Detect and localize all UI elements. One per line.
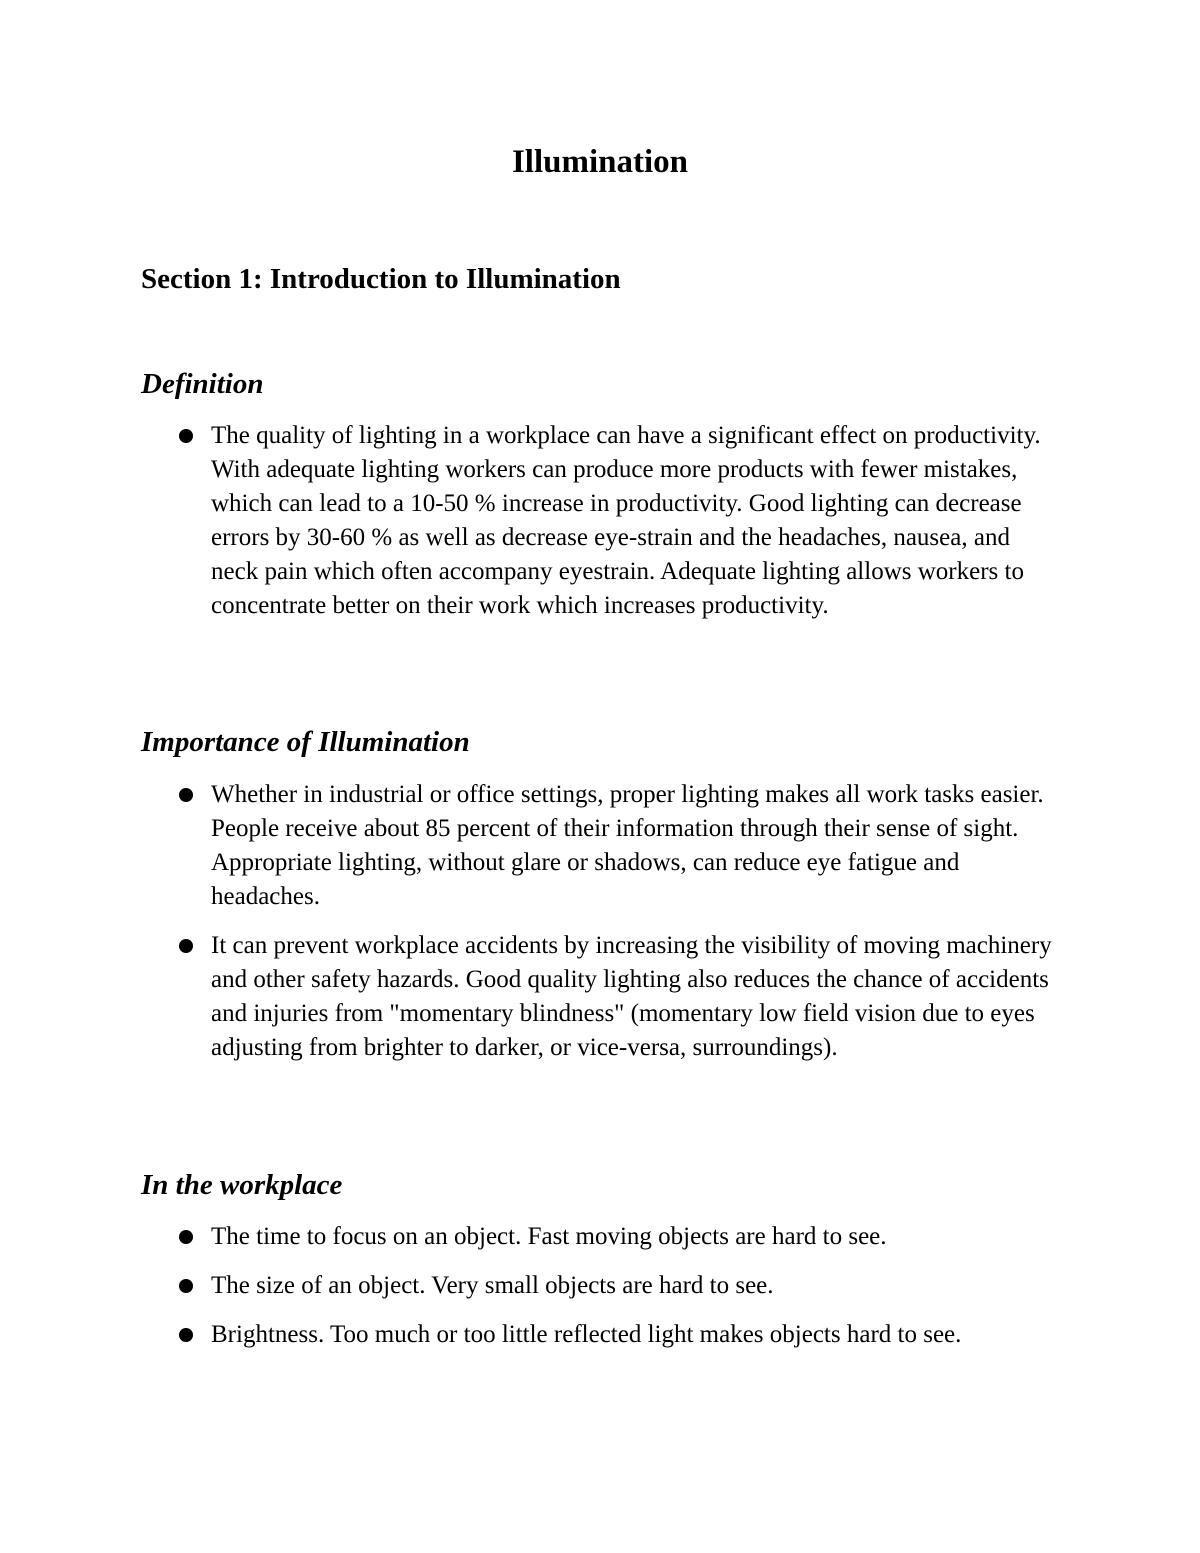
bullet-text: The quality of lighting in a workplace can have a significant effect on productivity. With adequate lighting workers can produce more products with fewer mistakes, which can lead to a 10-50 % increase in productivity. Good lighting can decrease errors by 30-60 % as well as decrease eye-strain and the headaches, nausea, and neck pain which often accompany eyestrain. Adequate lighting allows workers to concentrate better on their work which increases productivity. bbox=[211, 422, 1041, 619]
document-title: Illumination bbox=[511, 144, 689, 180]
bullet-text: Whether in industrial or office settings, proper lighting makes all work tasks easier. People receive about 85 percent of their information through their sense of sight. Appropriate lighting, without glare or shadows, can reduce eye fatigue and headaches. bbox=[211, 781, 1044, 910]
workplace-list bbox=[0, 1220, 1200, 1352]
bullet-icon bbox=[179, 1279, 193, 1293]
bullet-icon bbox=[179, 1230, 193, 1244]
bullet-icon bbox=[179, 1328, 193, 1342]
bullet-text: It can prevent workplace accidents by increasing the visibility of moving machinery and other safety hazards. Good quality lighting also reduces the chance of accidents and injuries from "momentary blindness" (momentary low field vision due to eyes adjusting from brighter to darker, or vice-versa, surroundings). bbox=[211, 932, 1052, 1061]
list-item bbox=[0, 419, 1061, 623]
bullet-icon bbox=[179, 429, 193, 443]
list-item bbox=[0, 1220, 1061, 1254]
importance-list bbox=[0, 778, 1200, 1065]
subheading-definition: Definition bbox=[141, 368, 264, 400]
list-item bbox=[0, 929, 1061, 1065]
bullet-icon bbox=[179, 939, 193, 953]
subheading-workplace: In the workplace bbox=[141, 1169, 343, 1201]
bullet-text: The time to focus on an object. Fast moving objects are hard to see. bbox=[211, 1223, 887, 1250]
bullet-icon bbox=[179, 788, 193, 802]
definition-list bbox=[0, 419, 1200, 623]
list-item bbox=[0, 778, 1061, 914]
list-item bbox=[0, 1318, 1061, 1352]
subheading-importance: Importance of Illumination bbox=[141, 726, 470, 758]
section-title: Section 1: Introduction to Illumination bbox=[141, 263, 621, 295]
bullet-text: Brightness. Too much or too little reflected light makes objects hard to see. bbox=[211, 1321, 962, 1348]
bullet-text: The size of an object. Very small objects are hard to see. bbox=[211, 1272, 774, 1299]
list-item bbox=[0, 1269, 1061, 1303]
